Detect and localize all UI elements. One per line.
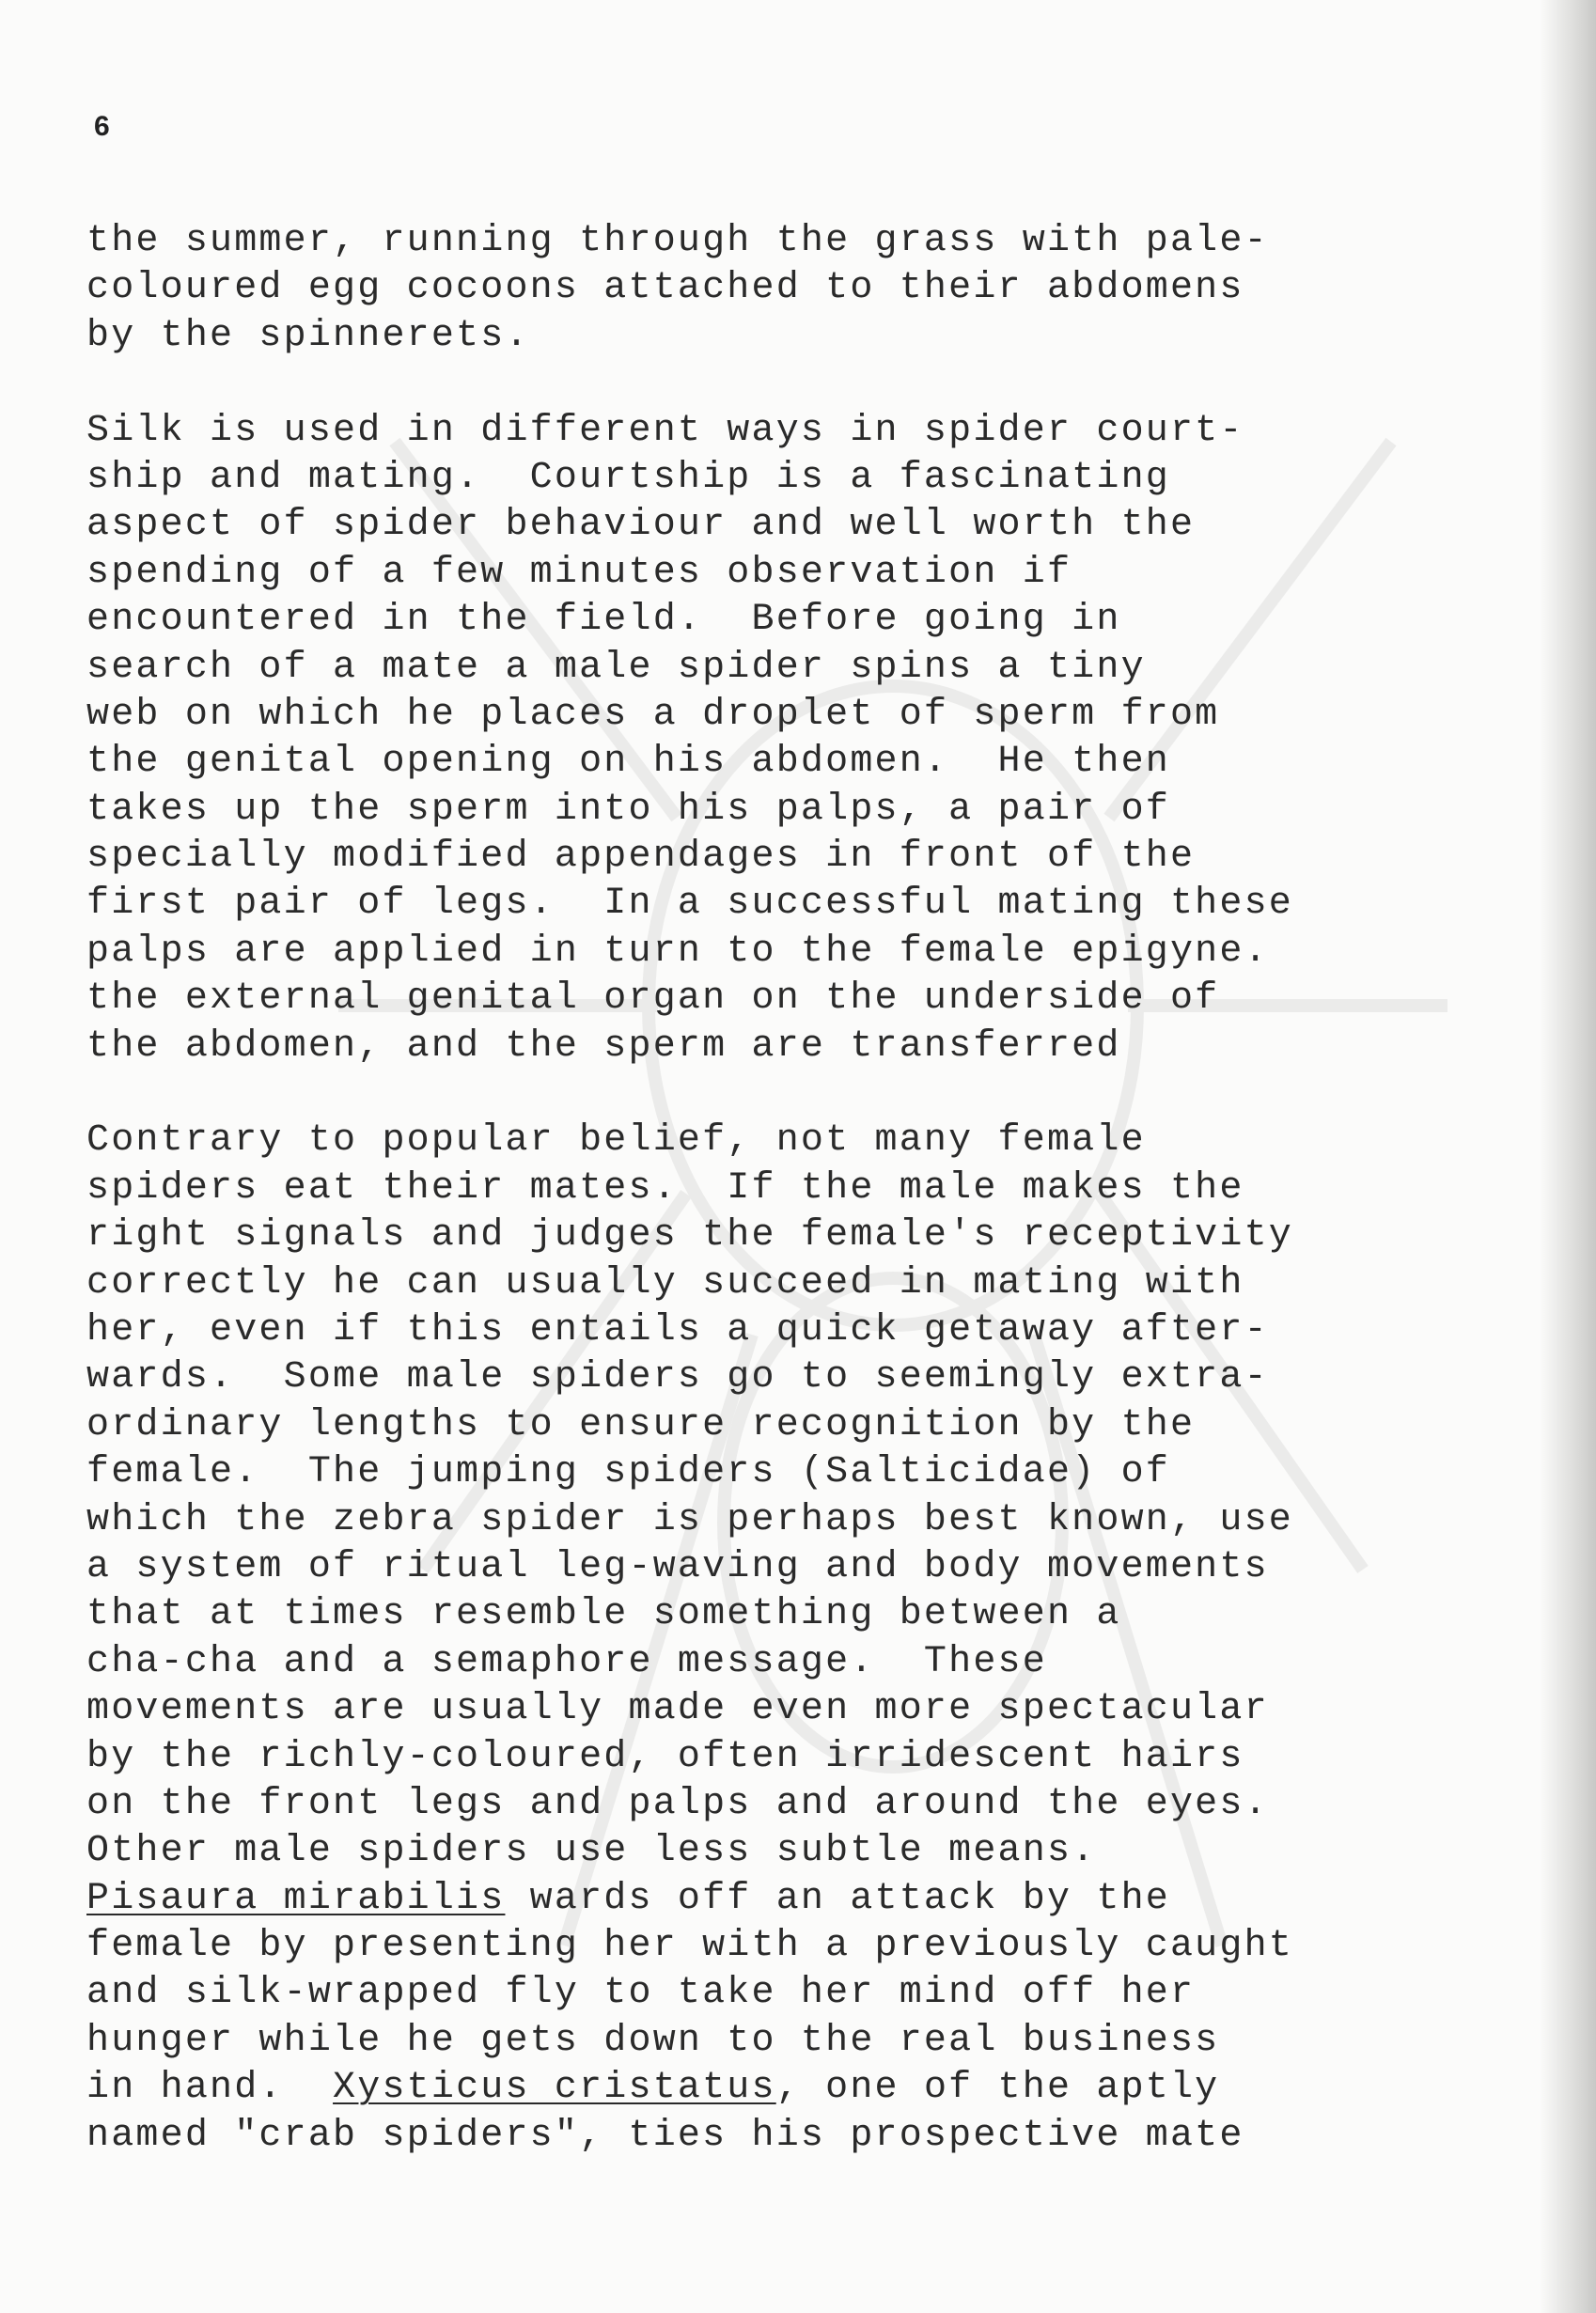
text-line: the external genital organ on the underside of [86,977,1220,1021]
text-line: right signals and judges the female's receptivity [86,1214,1293,1258]
page-number: 6 [94,111,110,142]
text-line: named "crab spiders", ties his prospective mate [86,2114,1244,2157]
text-fragment: , one of the aptly [775,2067,1220,2110]
text-line: movements are usually made even more spectacular [86,1688,1269,1731]
text-fragment: wards off an attack by the [505,1877,1170,1920]
text-line: on the front legs and palps and around the eyes. [86,1782,1269,1825]
text-fragment: in hand. [86,2067,334,2110]
text-line: Contrary to popular belief, not many female [86,1119,1146,1163]
text-line: web on which he places a droplet of sperm from [86,693,1220,736]
text-line: female. The jumping spiders (Salticidae) of [86,1451,1170,1494]
text-line: takes up the sperm into his palps, a pair of [86,788,1170,831]
text-line: her, even if this entails a quick getaway after- [86,1308,1269,1352]
text-line: encountered in the field. Before going in [86,599,1121,642]
text-line: palps are applied in turn to the female epigyne. [86,930,1269,973]
text-line: search of a mate a male spider spins a tiny [86,646,1146,689]
text-line: coloured egg cocoons attached to their abdomens [86,267,1244,310]
species-name-xysticus: Xysticus cristatus [333,2067,776,2110]
text-line: which the zebra spider is perhaps best known, use [86,1498,1293,1541]
text-line: by the spinnerets. [86,314,530,357]
paragraph-gap [86,360,1515,407]
text-line: first pair of legs. In a successful mating these [86,883,1293,926]
text-line: the abdomen, and the sperm are transferred [86,1024,1121,1068]
text-line: spiders eat their mates. If the male makes the [86,1166,1244,1210]
text-line-xysticus [86,2065,1515,2112]
text-line: aspect of spider behaviour and well worth the [86,504,1196,547]
text-line: ordinary lengths to ensure recognition by the [86,1403,1196,1446]
paragraph-3 [86,1117,1515,2160]
text-line: cha-cha and a semaphore message. These [86,1640,1047,1683]
text-line: spending of a few minutes observation if [86,551,1072,594]
text-line: specially modified appendages in front of the [86,836,1196,879]
paragraph-1 [86,218,1515,360]
paragraph-2 [86,408,1515,1071]
text-line: female by presenting her with a previously caught [86,1925,1293,1968]
body-text [86,218,1515,2160]
text-line: by the richly-coloured, often irridescent hairs [86,1735,1244,1778]
text-line: a system of ritual leg-waving and body movements [86,1545,1269,1588]
text-line: and silk-wrapped fly to take her mind off her [86,1972,1196,2015]
page-edge-shadow [1540,0,1596,2313]
text-line: correctly he can usually succeed in mating with [86,1261,1244,1305]
species-name-pisaura: Pisaura mirabilis [86,1877,506,1920]
text-line: that at times resemble something between a [86,1593,1121,1636]
text-line: the genital opening on his abdomen. He then [86,741,1170,784]
text-line: Other male spiders use less subtle means. [86,1830,1097,1873]
text-line-pisaura [86,1876,1515,1923]
text-line: the summer, running through the grass with pale- [86,220,1269,262]
text-line: hunger while he gets down to the real business [86,2019,1220,2062]
paragraph-gap [86,1071,1515,1117]
text-line: ship and mating. Courtship is a fascinating [86,456,1170,499]
text-line: Silk is used in different ways in spider court- [86,409,1244,452]
text-line: wards. Some male spiders go to seemingly extra- [86,1356,1269,1399]
